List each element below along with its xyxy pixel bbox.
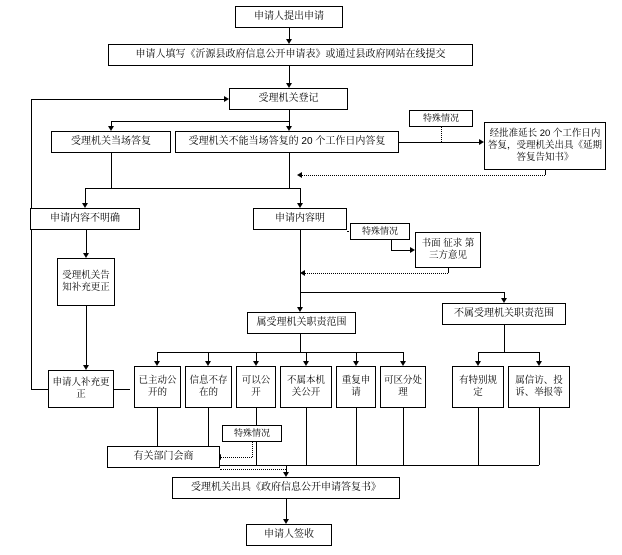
edge-n2-n3	[289, 66, 290, 83]
node-20-working-days-reply: 受理机关不能当场答复的 20 个工作日内答复	[175, 131, 399, 153]
edge-bus5	[478, 352, 539, 353]
edge-note2-n9-h	[391, 250, 410, 251]
node-applicant-receipt: 申请人签收	[246, 524, 332, 546]
edge-n19-down	[403, 408, 404, 465]
note-special-case-third-party: 特殊情况	[350, 223, 410, 240]
edge-bus4-n19	[403, 352, 404, 361]
edge-bus4	[157, 352, 403, 353]
node-third-party-opinion: 书面 征求 第三方意见	[415, 232, 481, 268]
edge-note3-left	[220, 457, 252, 458]
arrowhead-n6-back	[297, 172, 302, 178]
node-petition-complaint: 属信访、投诉、举报等	[508, 366, 570, 408]
node-already-disclosed: 已主动公开的	[134, 366, 181, 408]
edge-n13-down	[504, 325, 505, 352]
edge-n6-down-solid	[545, 170, 546, 175]
edge-bus2-n8	[300, 188, 301, 203]
node-not-this-agency: 不属本机关公开	[280, 366, 332, 408]
edge-bus2	[85, 188, 300, 189]
edge-n7-n10	[86, 230, 87, 253]
edge-bus6-n23	[286, 465, 287, 472]
node-application-submitted: 申请人提出申请	[235, 6, 343, 28]
node-repeat-application: 重复申请	[336, 366, 376, 408]
edge-bus3	[300, 292, 504, 293]
edge-bus-top	[111, 121, 289, 122]
edge-n23-n24	[286, 499, 287, 519]
edge-bus4-n16	[256, 352, 257, 361]
edge-n8-down	[300, 230, 301, 292]
edge-n21-down	[539, 408, 540, 465]
edge-n6-back-left	[302, 175, 545, 176]
node-special-provision: 有特别规定	[452, 366, 504, 408]
node-registration: 受理机关登记	[229, 88, 348, 110]
edge-n9-down	[448, 268, 449, 273]
edge-note1-down	[441, 127, 442, 142]
node-fill-application-form: 申请人填写《沂源县政府信息公开申请表》或通过县政府网站在线提交	[108, 44, 473, 66]
edge-bus5-n21	[539, 352, 540, 361]
node-outside-scope: 不属受理机关职责范围	[442, 303, 566, 325]
edge-n9-back	[305, 273, 448, 274]
node-content-unclear: 申请内容不明确	[30, 208, 140, 230]
node-department-consultation: 有关部门会商	[107, 446, 220, 468]
edge-loop-bottom	[31, 389, 48, 390]
note-special-case-consultation: 特殊情况	[222, 425, 282, 442]
node-extension-notice: 经批准延长 20 个工作日内答复，受理机关出具《延期答复告知书》	[484, 122, 606, 170]
edge-bus5-n20	[478, 352, 479, 361]
edge-n4-down	[111, 153, 112, 188]
edge-loop-to-n3	[31, 99, 224, 100]
edge-bus4-n15	[208, 352, 209, 361]
edge-n5-n6	[399, 142, 479, 143]
edge-bus4-n17	[306, 352, 307, 361]
arrowhead-n9-back	[300, 270, 305, 276]
edge-n3-bus	[289, 110, 290, 121]
node-can-disclose: 可以公开	[236, 366, 276, 408]
node-onsite-reply: 受理机关当场答复	[51, 131, 171, 153]
edge-n10-n11	[86, 306, 87, 365]
edge-bus4-n18	[356, 352, 357, 361]
node-info-not-exist: 信息不存在的	[185, 366, 232, 408]
edge-n20-down	[478, 408, 479, 465]
edge-bus2-n7	[85, 188, 86, 203]
edge-n22-to-reply	[220, 469, 286, 470]
edge-n17-down	[306, 408, 307, 465]
node-issue-reply-document: 受理机关出具《政府信息公开申请答复书》	[172, 477, 400, 499]
edge-n11-right	[114, 389, 130, 390]
edge-n5-down	[289, 153, 290, 188]
edge-loop-left-vert	[31, 99, 32, 389]
edge-note3-down	[252, 442, 253, 457]
node-content-clear: 申请内容明	[253, 208, 347, 230]
node-separable-handling: 可区分处理	[380, 366, 426, 408]
edge-bus4-n14	[157, 352, 158, 361]
edge-n12-down	[300, 334, 301, 352]
note-special-case-extension: 特殊情况	[409, 110, 473, 127]
node-applicant-supplement: 申请人补充更正	[48, 370, 114, 408]
edge-n1-n2	[289, 28, 290, 39]
edge-bus3-n12	[300, 292, 301, 307]
node-within-scope: 属受理机关职责范围	[247, 312, 356, 334]
edge-n18-down	[356, 408, 357, 465]
node-notify-supplement: 受理机关告知补充更正	[57, 258, 115, 306]
